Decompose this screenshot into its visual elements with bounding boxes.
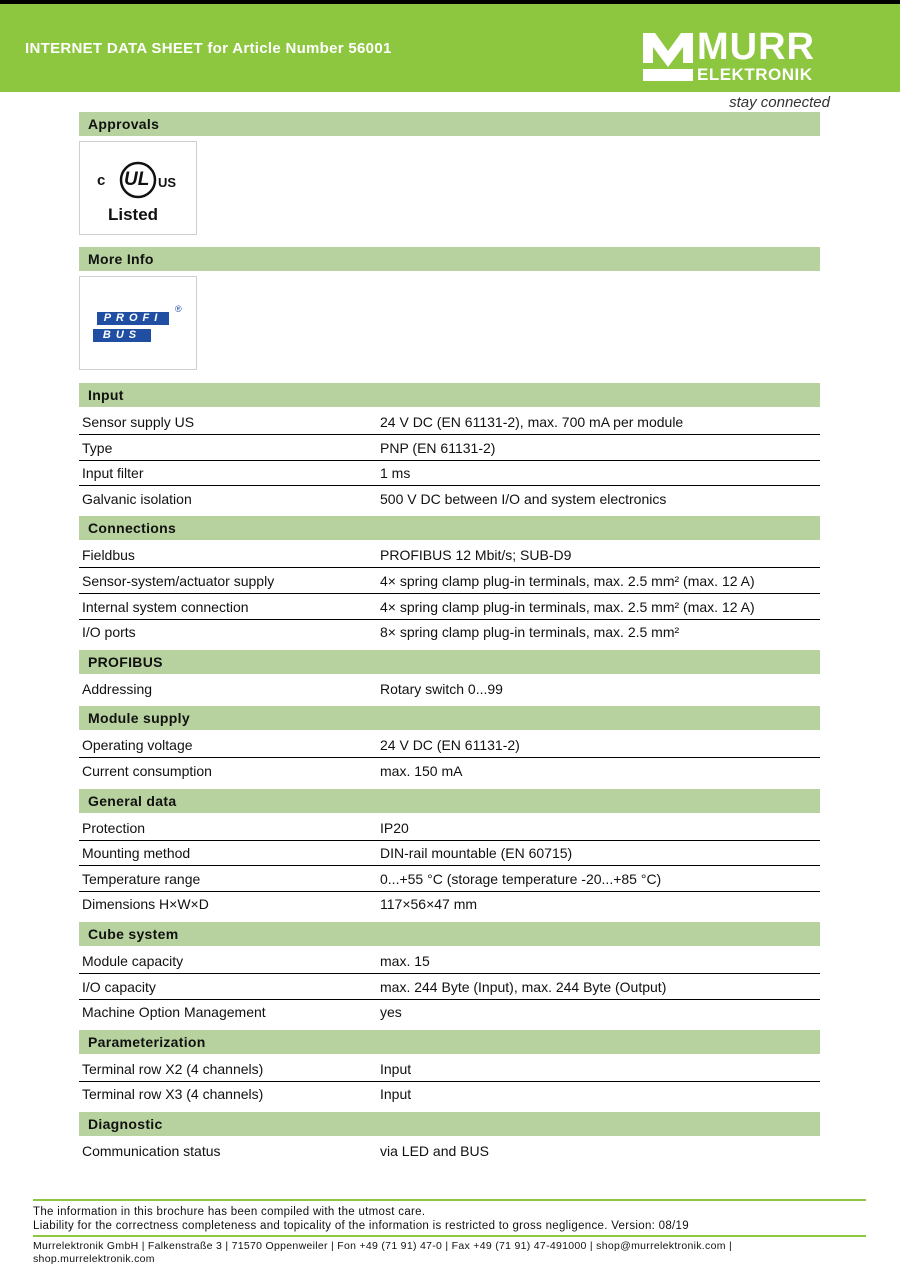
spec-label: Sensor supply US (82, 414, 195, 430)
spec-value: 117×56×47 mm (380, 896, 478, 912)
section-more-info: More Info (79, 247, 820, 271)
spec-label: Dimensions H×W×D (82, 896, 209, 912)
spec-value: 24 V DC (EN 61131-2) (380, 737, 520, 753)
spec-value: Input (380, 1086, 412, 1102)
spec-value: PROFIBUS 12 Mbit/s; SUB-D9 (380, 547, 572, 563)
spec-label: Machine Option Management (82, 1004, 266, 1020)
section-header: Module supply (79, 706, 820, 730)
footer-address: Murrelektronik GmbH | Falkenstraße 3 | 71570 Oppenweiler | Fon +49 (71 91) 47-0 | Fax +49 (71 91) 47-491000 | shop@murrelektronik.com | shop.murrelektronik.com (33, 1240, 733, 1265)
spec-row (79, 677, 820, 702)
spec-value: yes (380, 1004, 402, 1020)
spec-row (79, 569, 820, 594)
spec-row (79, 1000, 820, 1025)
spec-row (79, 892, 820, 917)
section-header: Parameterization (79, 1030, 820, 1054)
section-header: PROFIBUS (79, 650, 820, 674)
spec-label: Protection (82, 820, 146, 836)
registered-icon: ® (175, 304, 182, 314)
spec-value: 4× spring clamp plug-in terminals, max. 2.5 mm² (max. 12 A) (380, 573, 755, 589)
spec-value: 500 V DC between I/O and system electronics (380, 491, 667, 507)
spec-row (79, 487, 820, 512)
ul-listed-text: Listed (108, 205, 159, 224)
profibus-logo (93, 304, 182, 344)
spec-row (79, 759, 820, 784)
spec-row (79, 461, 820, 486)
ul-c: c (97, 172, 106, 189)
spec-label: Current consumption (82, 763, 212, 779)
logo-wordmark: MURR (697, 26, 815, 68)
murr-logo-icon (643, 33, 693, 81)
footer-rule-bottom (33, 1235, 866, 1237)
spec-label: Sensor-system/actuator supply (82, 573, 275, 589)
spec-row (79, 410, 820, 435)
spec-label: Fieldbus (82, 547, 135, 563)
spec-label: Operating voltage (82, 737, 193, 753)
spec-row (79, 949, 820, 974)
section-header: General data (79, 789, 820, 813)
spec-value: max. 15 (380, 953, 430, 969)
spec-row (79, 436, 820, 461)
spec-row (79, 1057, 820, 1082)
section-header: Diagnostic (79, 1112, 820, 1136)
page-title: INTERNET DATA SHEET for Article Number 56001 (25, 40, 392, 57)
spec-label: Communication status (82, 1143, 221, 1159)
footer-rule-top (33, 1199, 866, 1201)
spec-row (79, 841, 820, 866)
spec-row (79, 1139, 820, 1164)
ul-us: US (158, 175, 177, 190)
spec-row (79, 975, 820, 1000)
spec-label: Terminal row X3 (4 channels) (82, 1086, 264, 1102)
spec-value: 8× spring clamp plug-in terminals, max. 2.5 mm² (380, 624, 680, 640)
spec-row (79, 816, 820, 841)
footer-disclaimer-1: The information in this brochure has been compiled with the utmost care. (33, 1206, 426, 1218)
profibus-bus: BUS (93, 329, 151, 342)
spec-row (79, 867, 820, 892)
section-header: Input (79, 383, 820, 407)
spec-label: Internal system connection (82, 599, 249, 615)
spec-label: Temperature range (82, 871, 201, 887)
spec-value: 24 V DC (EN 61131-2), max. 700 mA per module (380, 414, 684, 430)
profibus-profi: PROFI (97, 312, 169, 325)
spec-row (79, 733, 820, 758)
profibus-badge (79, 276, 197, 370)
spec-label: I/O capacity (82, 979, 156, 995)
spec-value: DIN-rail mountable (EN 60715) (380, 845, 573, 861)
spec-value: 1 ms (380, 465, 411, 481)
tagline: stay connected (729, 94, 830, 111)
section-approvals: Approvals (79, 112, 820, 136)
spec-value: via LED and BUS (380, 1143, 489, 1159)
spec-value: max. 150 mA (380, 763, 463, 779)
spec-label: Type (82, 440, 113, 456)
footer-disclaimer-2: Liability for the correctness completeness and topicality of the information is restricted to gross negligence. Version: 08/19 (33, 1220, 689, 1232)
spec-label: Addressing (82, 681, 153, 697)
spec-label: Mounting method (82, 845, 191, 861)
spec-label: Module capacity (82, 953, 184, 969)
section-header: Cube system (79, 922, 820, 946)
spec-row (79, 543, 820, 568)
ul-listed-badge (79, 141, 197, 235)
spec-row (79, 595, 820, 620)
spec-label: Input filter (82, 465, 144, 481)
spec-value: 4× spring clamp plug-in terminals, max. 2.5 mm² (max. 12 A) (380, 599, 755, 615)
spec-label: Galvanic isolation (82, 491, 192, 507)
spec-row (79, 1082, 820, 1107)
logo-subword: ELEKTRONIK (697, 65, 813, 84)
spec-value: Input (380, 1061, 412, 1077)
spec-label: Terminal row X2 (4 channels) (82, 1061, 264, 1077)
spec-row (79, 620, 820, 645)
spec-label: I/O ports (82, 624, 136, 640)
spec-value: Rotary switch 0...99 (380, 681, 503, 697)
spec-value: 0...+55 °C (storage temperature -20...+85 °C) (380, 871, 662, 887)
spec-value: max. 244 Byte (Input), max. 244 Byte (Output) (380, 979, 667, 995)
ul-text: UL (124, 169, 150, 190)
section-header: Connections (79, 516, 820, 540)
spec-value: PNP (EN 61131-2) (380, 440, 496, 456)
spec-value: IP20 (380, 820, 409, 836)
